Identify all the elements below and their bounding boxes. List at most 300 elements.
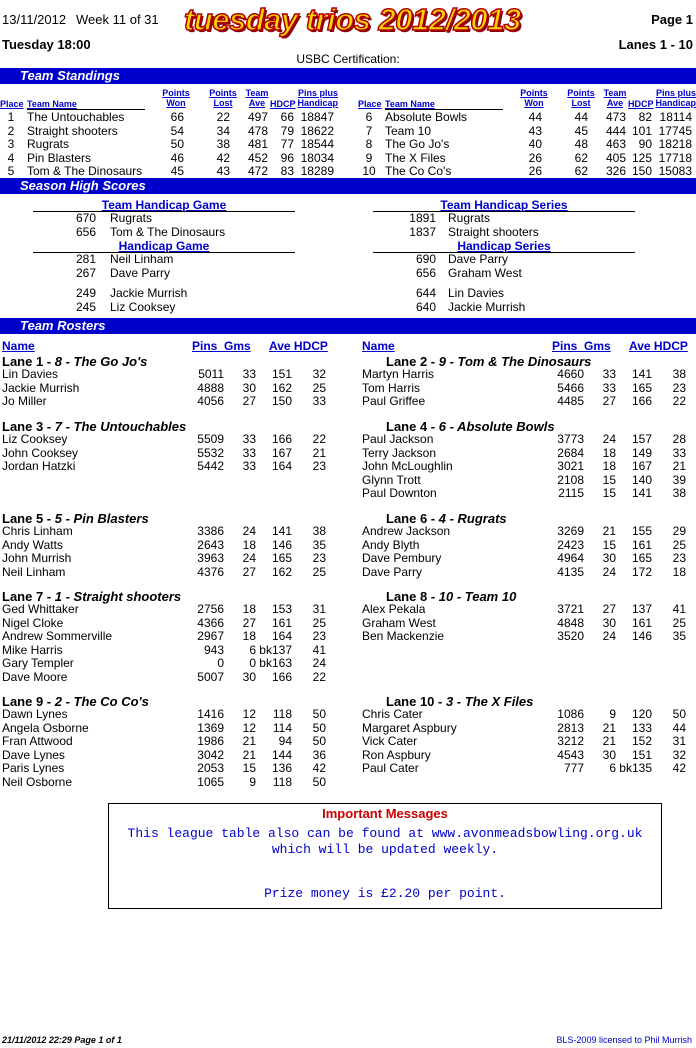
points-lost: 62 xyxy=(574,164,588,178)
high-score-name: Dave Parry xyxy=(110,265,171,280)
player-pins: 3520 xyxy=(557,629,584,643)
high-score-row xyxy=(0,253,320,267)
player-name: Andrew Sommerville xyxy=(2,629,113,643)
points-won: 44 xyxy=(528,110,542,124)
player-pins: 943 xyxy=(203,642,224,657)
high-score-name: Dave Parry xyxy=(448,252,509,266)
team-average: 463 xyxy=(605,137,626,151)
section-title: Season High Scores xyxy=(20,178,146,193)
player-average: 155 xyxy=(631,524,652,538)
team-name: Rugrats xyxy=(27,137,70,151)
team-hdcp: 66 xyxy=(280,110,294,124)
player-games: 12 xyxy=(242,707,256,721)
team-average: 326 xyxy=(605,164,626,178)
player-name: Margaret Aspbury xyxy=(362,720,457,735)
player-games: 27 xyxy=(242,615,256,630)
roster-header-pins-gms: Pins Gms xyxy=(192,339,251,353)
points-won: 26 xyxy=(528,164,542,178)
player-games: 21 xyxy=(602,734,616,748)
player-row xyxy=(0,749,336,763)
player-pins: 2813 xyxy=(557,720,584,735)
player-pins: 5509 xyxy=(197,432,224,446)
high-score-heading: Team Handicap Game xyxy=(101,198,227,212)
high-score-heading: Team Handicap Series xyxy=(440,198,568,212)
team-average: 444 xyxy=(605,123,626,138)
player-pins: 4660 xyxy=(557,367,584,381)
player-average: 164 xyxy=(271,459,292,473)
player-row xyxy=(360,474,696,488)
team-average: 405 xyxy=(605,150,626,165)
player-games: 18 xyxy=(602,459,616,473)
message-line: Prize money is £2.20 per point. xyxy=(264,886,506,901)
player-row xyxy=(0,735,336,749)
player-row xyxy=(360,525,696,539)
player-name: Angela Osborne xyxy=(2,720,89,735)
player-average: bk163 xyxy=(259,656,292,670)
lane-number: Lane 4 - xyxy=(386,419,439,434)
player-hdcp: 50 xyxy=(312,734,326,748)
player-hdcp: 25 xyxy=(312,380,326,395)
player-row xyxy=(0,762,336,776)
player-games: 21 xyxy=(602,524,616,538)
player-name: Mike Harris xyxy=(2,642,63,657)
lane-number: Lane 1 - xyxy=(2,354,55,369)
roster-header-ave-hdcp: Ave HDCP xyxy=(269,339,328,353)
player-pins: 1986 xyxy=(197,734,224,748)
player-hdcp: 25 xyxy=(672,615,686,630)
player-average: 118 xyxy=(272,707,292,721)
player-name: Chris Linham xyxy=(2,524,73,538)
lane-team: 10 - Team 10 xyxy=(438,589,517,604)
player-row xyxy=(360,552,696,566)
high-score-row xyxy=(340,253,660,267)
player-row xyxy=(0,460,336,474)
team-name: The Co Co's xyxy=(385,164,452,178)
player-name: Dave Parry xyxy=(362,564,423,579)
points-lost: 45 xyxy=(574,123,588,138)
player-row xyxy=(0,603,336,617)
player-games: 21 xyxy=(242,747,256,762)
place: 10 xyxy=(362,164,376,178)
player-hdcp: 25 xyxy=(312,564,326,579)
header-won: Points Won xyxy=(162,88,190,108)
team-name: Tom & The Dinosaurs xyxy=(27,164,143,178)
points-lost: 44 xyxy=(574,110,588,124)
player-name: John McLoughlin xyxy=(362,459,453,473)
player-hdcp: 42 xyxy=(672,761,686,775)
high-score-row xyxy=(340,301,660,315)
player-hdcp: 28 xyxy=(672,432,686,446)
player-average: 141 xyxy=(631,367,652,381)
report-date: 13/11/2012 xyxy=(2,12,67,27)
player-name: Dave Moore xyxy=(2,669,68,684)
player-average: 118 xyxy=(272,774,292,789)
header-team: Team Name xyxy=(27,99,77,109)
player-row xyxy=(0,395,336,409)
high-score-name: Lin Davies xyxy=(448,286,505,301)
section-title: Team Standings xyxy=(20,68,120,83)
player-name: Chris Cater xyxy=(362,707,423,721)
player-average: 161 xyxy=(631,615,652,630)
lane-number: Lane 5 - xyxy=(2,511,55,526)
player-pins: 4376 xyxy=(197,564,224,579)
player-hdcp: 23 xyxy=(312,551,326,565)
team-name: Absolute Bowls xyxy=(385,110,468,124)
player-pins: 3773 xyxy=(557,432,584,446)
player-name: Paul Griffee xyxy=(362,394,426,408)
player-games: 6 xyxy=(609,761,616,775)
team-name: Straight shooters xyxy=(27,123,118,138)
player-average: 164 xyxy=(271,629,292,643)
player-pins: 4848 xyxy=(557,615,584,630)
points-won: 45 xyxy=(170,164,184,178)
points-won: 50 xyxy=(170,137,184,151)
high-score-value: 644 xyxy=(415,286,436,301)
day-time: Tuesday 18:00 xyxy=(2,37,91,52)
pins-plus-handicap: 18034 xyxy=(300,150,334,165)
high-score-value: 249 xyxy=(75,286,96,301)
pins-plus-handicap: 18847 xyxy=(300,110,334,124)
player-average: 94 xyxy=(278,734,292,748)
points-won: 40 xyxy=(528,137,542,151)
standings-row xyxy=(358,111,696,124)
points-lost: 62 xyxy=(574,150,588,165)
player-games: 15 xyxy=(602,472,616,487)
player-average: 144 xyxy=(271,747,292,762)
player-games: 27 xyxy=(602,394,616,408)
player-name: Paul Downton xyxy=(362,486,437,500)
player-name: Paul Cater xyxy=(362,761,419,775)
team-name: The Untouchables xyxy=(27,110,125,124)
player-hdcp: 42 xyxy=(312,761,326,775)
header-team: Team Name xyxy=(385,99,435,109)
player-name: Dave Pembury xyxy=(362,551,442,565)
player-hdcp: 44 xyxy=(672,720,686,735)
player-row xyxy=(360,539,696,553)
lane-team: 7 - The Untouchables xyxy=(54,419,187,434)
standings-row xyxy=(0,138,340,151)
player-name: Fran Attwood xyxy=(2,734,73,748)
player-pins: 1369 xyxy=(197,720,224,735)
player-average: 151 xyxy=(271,367,292,381)
header-hdcp: HDCP xyxy=(628,99,654,109)
player-row xyxy=(0,382,336,396)
header-hdcp: HDCP xyxy=(270,99,296,109)
lanes-range: Lanes 1 - 10 xyxy=(618,37,693,52)
player-row xyxy=(360,460,696,474)
player-row xyxy=(0,708,336,722)
player-name: Jo Miller xyxy=(2,394,47,408)
high-score-name: Jackie Murrish xyxy=(110,286,188,301)
player-games: 24 xyxy=(242,524,256,538)
player-row xyxy=(360,368,696,382)
player-average: 146 xyxy=(271,537,292,552)
standings-row xyxy=(358,152,696,165)
team-name: The X Files xyxy=(385,150,446,165)
high-score-row xyxy=(0,212,320,226)
header-lost: Points Lost xyxy=(567,88,595,108)
lane-team: 6 - Absolute Bowls xyxy=(438,419,555,434)
player-name: John Cooksey xyxy=(2,445,79,460)
player-games: 30 xyxy=(602,615,616,630)
player-hdcp: 41 xyxy=(312,642,326,657)
high-score-row xyxy=(340,287,660,301)
player-name: Andy Blyth xyxy=(362,537,420,552)
header-pph: Pins plus Handicap xyxy=(297,88,338,108)
player-average: 166 xyxy=(271,432,292,446)
pins-plus-handicap: 18289 xyxy=(300,164,334,178)
player-hdcp: 18 xyxy=(672,564,686,579)
player-row xyxy=(0,776,336,790)
player-average: 165 xyxy=(271,551,292,565)
player-hdcp: 38 xyxy=(312,524,326,538)
header-won: Points Won xyxy=(520,88,548,108)
place: 3 xyxy=(7,137,15,151)
player-row xyxy=(0,671,336,685)
player-row xyxy=(0,433,336,447)
header-ave: Team Ave xyxy=(245,88,269,108)
player-hdcp: 35 xyxy=(312,537,326,552)
player-pins: 5532 xyxy=(197,445,224,460)
player-games: 12 xyxy=(242,720,256,735)
high-score-heading: Handicap Series xyxy=(457,239,551,253)
week-label: Week 11 of 31 xyxy=(76,12,159,27)
points-won: 26 xyxy=(528,150,542,165)
player-average: 150 xyxy=(271,394,292,408)
player-pins: 3963 xyxy=(197,551,224,565)
player-row xyxy=(360,433,696,447)
standings-row xyxy=(0,111,340,124)
player-pins: 2643 xyxy=(197,537,224,552)
player-name: Ron Aspbury xyxy=(362,747,431,762)
roster-header-ave-hdcp: Ave HDCP xyxy=(629,339,688,353)
player-pins: 2108 xyxy=(557,472,584,487)
lane-number: Lane 2 - xyxy=(386,354,439,369)
place: 5 xyxy=(7,164,15,178)
lane-number: Lane 3 - xyxy=(2,419,55,434)
player-games: 0 xyxy=(249,656,256,670)
player-average: 162 xyxy=(271,564,292,579)
points-won: 43 xyxy=(528,123,542,138)
player-hdcp: 50 xyxy=(312,774,326,789)
player-games: 27 xyxy=(242,394,256,408)
player-pins: 5442 xyxy=(197,459,224,473)
player-hdcp: 50 xyxy=(672,707,686,721)
usbc-certification: USBC Certification: xyxy=(296,52,400,66)
player-row xyxy=(0,617,336,631)
player-hdcp: 22 xyxy=(312,432,326,446)
player-hdcp: 22 xyxy=(672,394,686,408)
player-games: 15 xyxy=(602,486,616,500)
lane-team: 3 - The X Files xyxy=(445,694,534,709)
pins-plus-handicap: 18544 xyxy=(300,137,334,151)
place: 2 xyxy=(7,123,15,138)
player-pins: 4056 xyxy=(197,394,224,408)
player-pins: 5466 xyxy=(557,380,584,395)
player-pins: 2115 xyxy=(558,486,584,500)
player-row xyxy=(0,368,336,382)
player-hdcp: 33 xyxy=(672,445,686,460)
points-lost: 38 xyxy=(216,137,230,151)
player-pins: 4135 xyxy=(557,564,584,579)
points-won: 46 xyxy=(170,150,184,165)
team-average: 497 xyxy=(247,110,268,124)
high-score-value: 690 xyxy=(415,252,436,266)
player-name: Vick Cater xyxy=(362,734,418,748)
section-title: Team Rosters xyxy=(20,318,106,333)
player-hdcp: 32 xyxy=(672,747,686,762)
team-name: The Go Jo's xyxy=(385,137,450,151)
player-average: 141 xyxy=(631,486,652,500)
player-average: 167 xyxy=(271,445,292,460)
pins-plus-handicap: 17718 xyxy=(658,150,692,165)
player-average: 140 xyxy=(631,472,652,487)
player-average: 162 xyxy=(271,380,292,395)
player-games: 27 xyxy=(602,602,616,616)
messages-box xyxy=(108,803,662,909)
player-row xyxy=(360,749,696,763)
player-pins: 4543 xyxy=(557,747,584,762)
player-name: Lin Davies xyxy=(2,367,59,381)
team-hdcp: 150 xyxy=(631,164,652,178)
place: 9 xyxy=(365,150,373,165)
player-average: 157 xyxy=(631,432,652,446)
player-row xyxy=(0,525,336,539)
player-row xyxy=(0,657,336,671)
footer-license: BLS-2009 licensed to Phil Murrish xyxy=(556,1035,692,1045)
player-row xyxy=(360,603,696,617)
standings-row xyxy=(358,165,696,178)
player-row xyxy=(0,630,336,644)
high-score-value: 245 xyxy=(75,300,96,315)
high-score-name: Neil Linham xyxy=(110,252,174,266)
player-hdcp: 41 xyxy=(672,602,686,616)
lane-number: Lane 9 - xyxy=(2,694,55,709)
player-pins: 2423 xyxy=(557,537,584,552)
team-name: Pin Blasters xyxy=(27,150,92,165)
player-hdcp: 38 xyxy=(672,367,686,381)
player-name: Graham West xyxy=(362,615,436,630)
high-score-value: 1891 xyxy=(409,211,436,225)
player-hdcp: 32 xyxy=(312,367,326,381)
lane-team: 2 - The Co Co's xyxy=(54,694,149,709)
player-hdcp: 25 xyxy=(312,615,326,630)
player-pins: 5007 xyxy=(197,669,224,684)
player-row xyxy=(360,762,696,776)
standings-row xyxy=(0,152,340,165)
player-games: 30 xyxy=(602,551,616,565)
player-average: 166 xyxy=(631,394,652,408)
player-games: 15 xyxy=(602,537,616,552)
points-won: 66 xyxy=(170,110,184,124)
player-name: Jordan Hatzki xyxy=(2,459,76,473)
player-name: Andy Watts xyxy=(2,537,63,552)
player-name: Glynn Trott xyxy=(362,472,421,487)
high-score-value: 656 xyxy=(75,224,96,239)
player-games: 33 xyxy=(242,459,256,473)
team-average: 452 xyxy=(247,150,268,165)
player-row xyxy=(360,617,696,631)
player-name: Terry Jackson xyxy=(362,445,437,460)
player-name: Paris Lynes xyxy=(2,761,65,775)
player-name: Dave Lynes xyxy=(2,747,65,762)
place: 6 xyxy=(365,110,373,124)
player-games: 6 xyxy=(249,642,256,657)
player-pins: 0 xyxy=(217,656,224,670)
player-games: 15 xyxy=(242,761,256,775)
player-row xyxy=(360,566,696,580)
player-average: 136 xyxy=(271,761,292,775)
section-bar-rosters xyxy=(0,318,696,334)
team-hdcp: 101 xyxy=(631,123,652,138)
player-pins: 1416 xyxy=(197,707,224,721)
player-hdcp: 36 xyxy=(312,747,326,762)
points-lost: 43 xyxy=(216,164,230,178)
player-pins: 3212 xyxy=(557,734,584,748)
place: 4 xyxy=(7,150,15,165)
message-line: which will be updated weekly. xyxy=(271,842,499,857)
player-row xyxy=(360,735,696,749)
high-score-name: Jackie Murrish xyxy=(448,300,526,315)
player-name: Neil Linham xyxy=(2,564,66,579)
player-games: 9 xyxy=(249,774,256,789)
high-score-value: 267 xyxy=(75,265,96,280)
player-games: 30 xyxy=(602,747,616,762)
player-games: 18 xyxy=(602,445,616,460)
player-average: 114 xyxy=(272,720,292,735)
pins-plus-handicap: 18218 xyxy=(658,137,692,151)
player-pins: 4485 xyxy=(557,394,584,408)
player-pins: 777 xyxy=(563,761,584,775)
player-name: Tom Harris xyxy=(362,380,421,395)
player-pins: 3021 xyxy=(557,459,584,473)
player-name: Gary Templer xyxy=(2,656,74,670)
player-pins: 2756 xyxy=(197,602,224,616)
pins-plus-handicap: 18622 xyxy=(300,123,334,138)
standings-row xyxy=(0,165,340,178)
player-hdcp: 23 xyxy=(672,380,686,395)
header-ave: Team Ave xyxy=(603,88,627,108)
pins-plus-handicap: 15083 xyxy=(658,164,692,178)
player-games: 18 xyxy=(242,537,256,552)
player-average: bk137 xyxy=(259,642,292,657)
player-name: Jackie Murrish xyxy=(2,380,80,395)
pins-plus-handicap: 18114 xyxy=(659,110,692,124)
player-games: 24 xyxy=(242,551,256,565)
lane-number: Lane 7 - xyxy=(2,589,55,604)
player-row xyxy=(0,447,336,461)
player-row xyxy=(0,539,336,553)
player-pins: 3042 xyxy=(197,747,224,762)
player-hdcp: 50 xyxy=(312,707,326,721)
player-hdcp: 23 xyxy=(312,459,326,473)
player-row xyxy=(360,382,696,396)
player-average: 172 xyxy=(631,564,652,579)
player-average: bk135 xyxy=(619,761,652,775)
player-name: John Murrish xyxy=(2,551,72,565)
player-average: 146 xyxy=(631,629,652,643)
player-hdcp: 33 xyxy=(312,394,326,408)
player-hdcp: 24 xyxy=(312,656,326,670)
team-hdcp: 96 xyxy=(280,150,294,165)
player-games: 21 xyxy=(602,720,616,735)
player-row xyxy=(0,566,336,580)
high-score-row xyxy=(0,226,320,240)
player-games: 18 xyxy=(242,629,256,643)
player-row xyxy=(360,722,696,736)
points-lost: 42 xyxy=(216,150,230,165)
team-hdcp: 77 xyxy=(280,137,294,151)
